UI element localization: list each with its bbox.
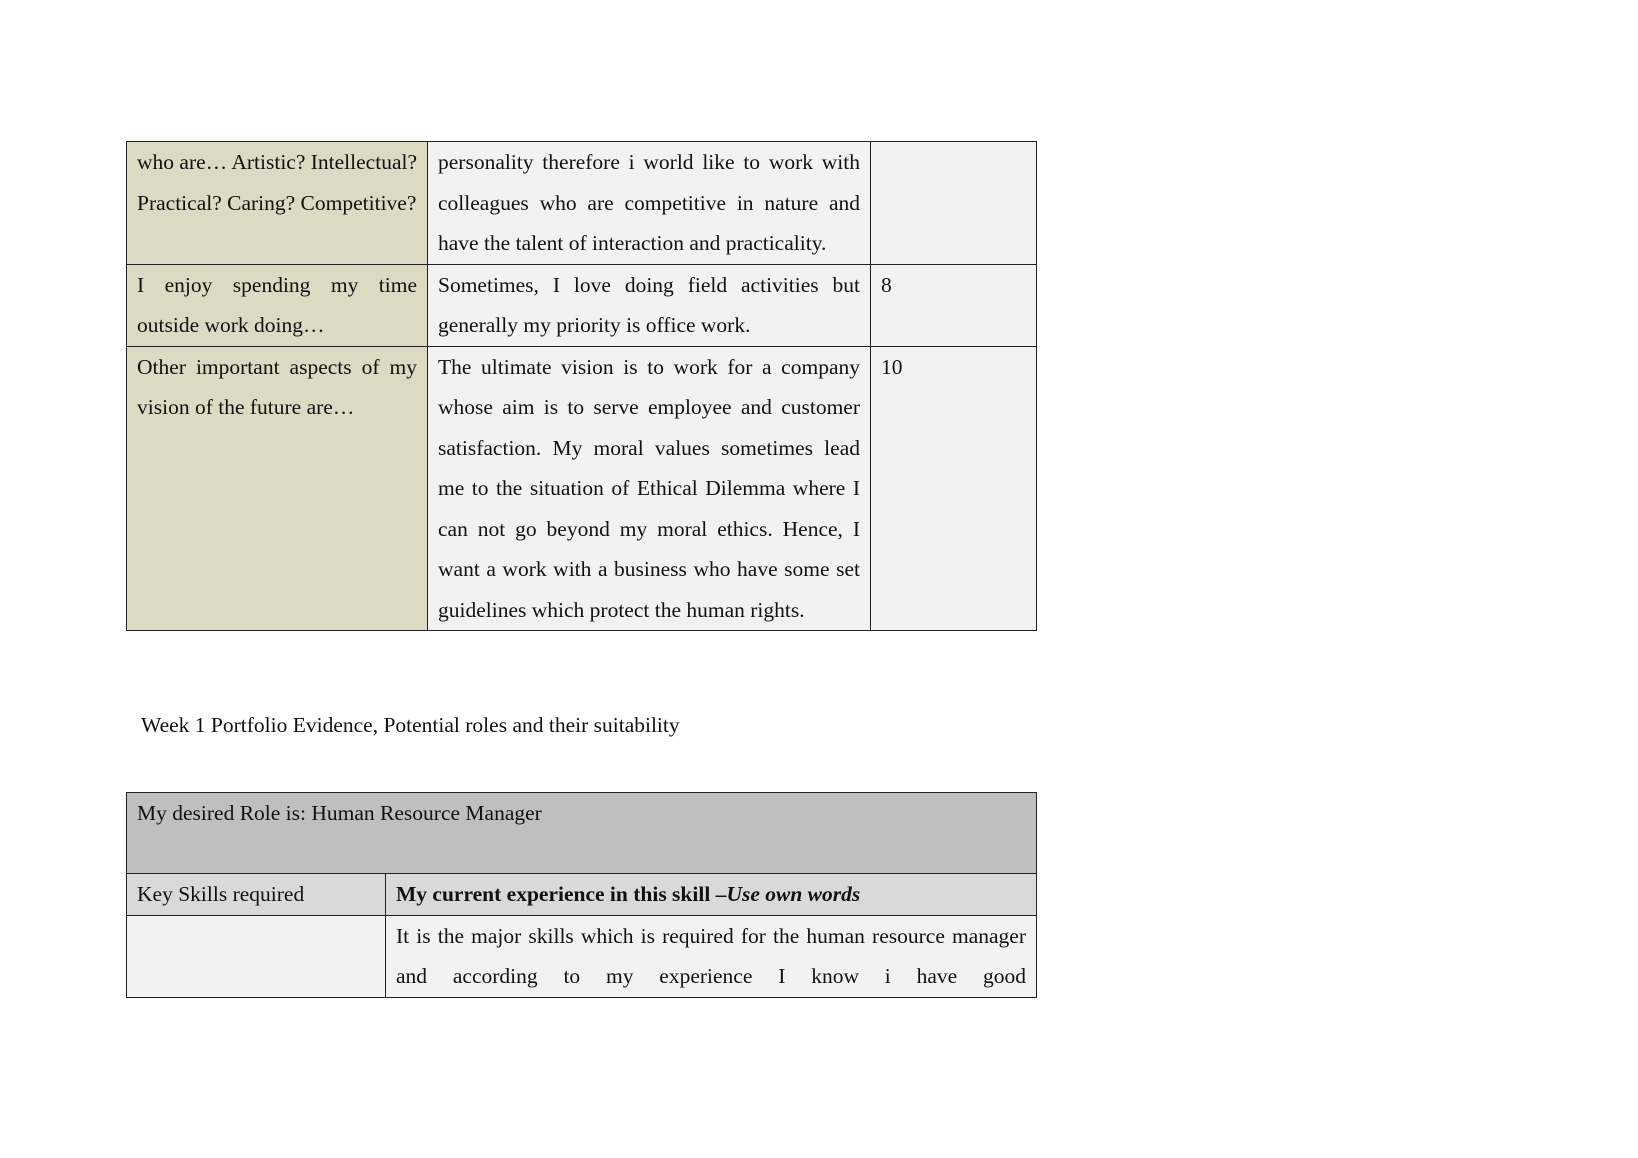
prompt-cell: who are… Artistic? Intellectual? Practical? Caring? Competitive?	[127, 142, 428, 265]
section-caption: Week 1 Portfolio Evidence, Potential roles and their suitability	[141, 713, 680, 737]
desired-role-heading: My desired Role is: Human Resource Manager	[127, 793, 1037, 874]
experience-header	[386, 874, 1037, 916]
table-row	[127, 346, 1037, 631]
role-heading-row	[127, 793, 1037, 874]
table-row	[127, 142, 1037, 265]
response-cell: Sometimes, I love doing field activities but generally my priority is office work.	[428, 264, 871, 346]
response-cell: personality therefore i world like to work with colleagues who are competitive in nature and have the talent of interaction and practicality.	[428, 142, 871, 265]
score-cell: 8	[871, 264, 1037, 346]
prompt-cell: I enjoy spending my time outside work doing…	[127, 264, 428, 346]
key-skills-header: Key Skills required	[127, 874, 386, 916]
table-row	[127, 915, 1037, 997]
table-row	[127, 264, 1037, 346]
score-cell	[871, 142, 1037, 265]
response-cell: The ultimate vision is to work for a company whose aim is to serve employee and customer satisfaction. My moral values sometimes lead me to the situation of Ethical Dilemma where I can not go beyond my moral ethics. Hence, I want a work with a business who have some set guidelines which protect the human rights.	[428, 346, 871, 631]
desired-role-table	[126, 792, 1037, 998]
experience-header-bold: My current experience in this skill –	[396, 882, 727, 906]
header-row	[127, 874, 1037, 916]
experience-header-italic: Use own words	[726, 882, 861, 906]
prompt-cell: Other important aspects of my vision of the future are…	[127, 346, 428, 631]
self-reflection-table	[126, 141, 1037, 631]
experience-cell: It is the major skills which is required for the human resource manager and according to my experience I know i have good	[386, 915, 1037, 997]
score-cell: 10	[871, 346, 1037, 631]
skill-cell	[127, 915, 386, 997]
